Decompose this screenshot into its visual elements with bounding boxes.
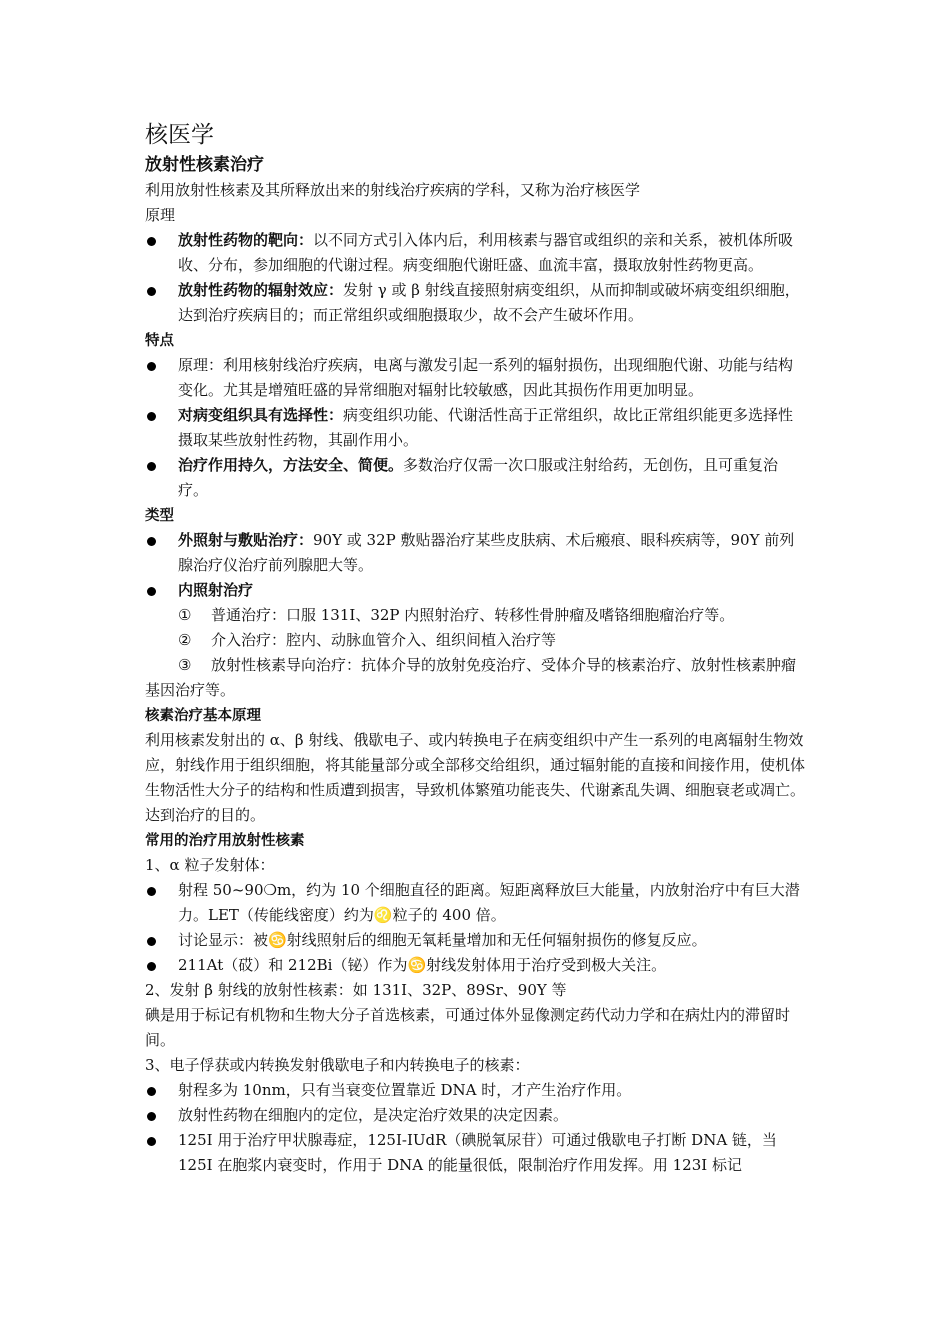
auger-heading: 3、电子俘获或内转换发射俄歇电子和内转换电子的核素： — [145, 1056, 530, 1074]
bullet-icon — [147, 1087, 156, 1096]
principle-heading: 原理 — [145, 206, 176, 224]
bullet-icon — [147, 462, 156, 471]
internal-therapy-list — [145, 603, 805, 703]
section-title: 放射性核素治疗 — [145, 155, 264, 175]
types-list — [145, 528, 805, 603]
item-text: 讨论显示：被♋射线照射后的细胞无氧耗量增加和无任何辐射损伤的修复反应。 — [178, 931, 707, 949]
numbered-item — [145, 653, 805, 703]
item-text: 病变组织功能、代谢活性高于正常组织，故比正常组织能更多选择性摄取某些放射性药物，其副作用小。 — [178, 406, 794, 449]
features-list — [145, 353, 805, 503]
bullet-icon — [147, 1112, 156, 1121]
item-text: 211At（砹）和 212Bi（铋）作为♋射线发射体用于治疗受到极大关注。 — [178, 956, 667, 974]
list-item — [145, 878, 805, 928]
item-number: ① — [178, 606, 192, 624]
bullet-icon — [147, 937, 156, 946]
item-lead: 治疗作用持久，方法安全、简便。 — [178, 456, 404, 474]
alpha-list — [145, 878, 805, 978]
types-heading: 类型 — [145, 507, 174, 524]
list-item — [145, 278, 805, 328]
list-item — [145, 578, 805, 603]
basic-principle-paragraph: 利用核素发射出的 α、β 射线、俄歇电子、或内转换电子在病变组织中产生一系列的电离辐射生物效应，射线作用于组织细胞，将其能量部分或全部移交给组织，通过辐射能的直接和间接作用，使机体生物活性大分子的结构和性质遭到损害，导致机体繁殖功能丧失、代谢紊乱失调、细胞衰老或凋亡。达到治疗的目的。 — [145, 731, 806, 824]
bullet-icon — [147, 237, 156, 246]
basic-principle-heading: 核素治疗基本原理 — [145, 707, 261, 724]
beta-heading: 2、发射 β 射线的放射性核素：如 131I、32P、89Sr、90Y 等 — [145, 981, 567, 999]
item-text: 原理：利用核射线治疗疾病，电离与激发引起一系列的辐射损伤，出现细胞代谢、功能与结构变化。尤其是增殖旺盛的异常细胞对辐射比较敏感，因此其损伤作用更加明显。 — [178, 356, 794, 399]
item-lead: 放射性药物的靶向： — [178, 231, 314, 249]
item-lead: 对病变组织具有选择性： — [178, 406, 344, 424]
features-heading: 特点 — [145, 332, 174, 349]
list-item — [145, 1078, 805, 1103]
item-text: 发射 γ 或 β 射线直接照射病变组织，从而抑制或破坏病变组织细胞，达到治疗疾病目的；而正常组织或细胞摄取少，故不会产生破坏作用。 — [178, 281, 800, 324]
item-lead: 外照射与敷贴治疗： — [178, 531, 314, 549]
item-number: ③ — [178, 656, 192, 674]
list-item — [145, 1103, 805, 1128]
list-item — [145, 1128, 805, 1178]
bullet-icon — [147, 587, 156, 596]
bullet-icon — [147, 412, 156, 421]
list-item — [145, 403, 805, 453]
item-text: 普通治疗：口服 131I、32P 内照射治疗、转移性骨肿瘤及嗜铬细胞瘤治疗等。 — [211, 606, 735, 624]
alpha-heading: 1、α 粒子发射体： — [145, 856, 275, 874]
document-title: 核医学 — [145, 122, 214, 148]
item-text: 射程 50~90❍m，约为 10 个细胞直径的距离。短距离释放巨大能量，内放射治疗中有巨大潜力。LET（传能线密度）约为♌粒子的 400 倍。 — [178, 881, 800, 924]
item-text: 放射性药物在细胞内的定位，是决定治疗效果的决定因素。 — [178, 1106, 569, 1124]
item-number: ② — [178, 631, 192, 649]
list-item — [145, 528, 805, 578]
item-text: 介入治疗：腔内、动脉血管介入、组织间植入治疗等 — [211, 631, 557, 649]
list-item — [145, 953, 805, 978]
document-body — [145, 118, 805, 1178]
list-item — [145, 928, 805, 953]
numbered-item — [145, 628, 805, 653]
item-text: 125I 用于治疗甲状腺毒症，125I-IUdR（碘脱氧尿苷）可通过俄歇电子打断 DNA 链，当 125I 在胞浆内衰变时，作用于 DNA 的能量很低，限制治疗作用发挥。用 123I 标记 — [178, 1131, 777, 1174]
list-item — [145, 453, 805, 503]
bullet-icon — [147, 362, 156, 371]
principle-list — [145, 228, 805, 328]
auger-list — [145, 1078, 805, 1178]
item-text: 射程多为 10nm，只有当衰变位置靠近 DNA 时，才产生治疗作用。 — [178, 1081, 632, 1099]
numbered-item — [145, 603, 805, 628]
item-text: 90Y 或 32P 敷贴器治疗某些皮肤病、术后瘢痕、眼科疾病等，90Y 前列腺治疗仪治疗前列腺肥大等。 — [178, 531, 795, 574]
list-item — [145, 353, 805, 403]
bullet-icon — [147, 887, 156, 896]
item-lead: 内照射治疗 — [178, 581, 254, 599]
item-text: 多数治疗仅需一次口服或注射给药，无创伤，且可重复治疗。 — [178, 456, 779, 499]
item-text: 以不同方式引入体内后，利用核素与器官或组织的亲和关系，被机体所吸收、分布，参加细胞的代谢过程。病变细胞代谢旺盛、血流丰富，摄取放射性药物更高。 — [178, 231, 794, 274]
common-nuclides-heading: 常用的治疗用放射性核素 — [145, 832, 305, 849]
item-lead: 放射性药物的辐射效应： — [178, 281, 344, 299]
list-item — [145, 228, 805, 278]
bullet-icon — [147, 537, 156, 546]
item-text: 放射性核素导向治疗：抗体介导的放射免疫治疗、受体介导的核素治疗、放射性核素肿瘤基因治疗等。 — [145, 656, 797, 699]
bullet-icon — [147, 287, 156, 296]
bullet-icon — [147, 1137, 156, 1146]
iodine-paragraph: 碘是用于标记有机物和生物大分子首选核素，可通过体外显像测定药代动力学和在病灶内的滞留时间。 — [145, 1006, 791, 1049]
bullet-icon — [147, 962, 156, 971]
intro-paragraph: 利用放射性核素及其所释放出来的射线治疗疾病的学科，又称为治疗核医学 — [145, 181, 641, 199]
